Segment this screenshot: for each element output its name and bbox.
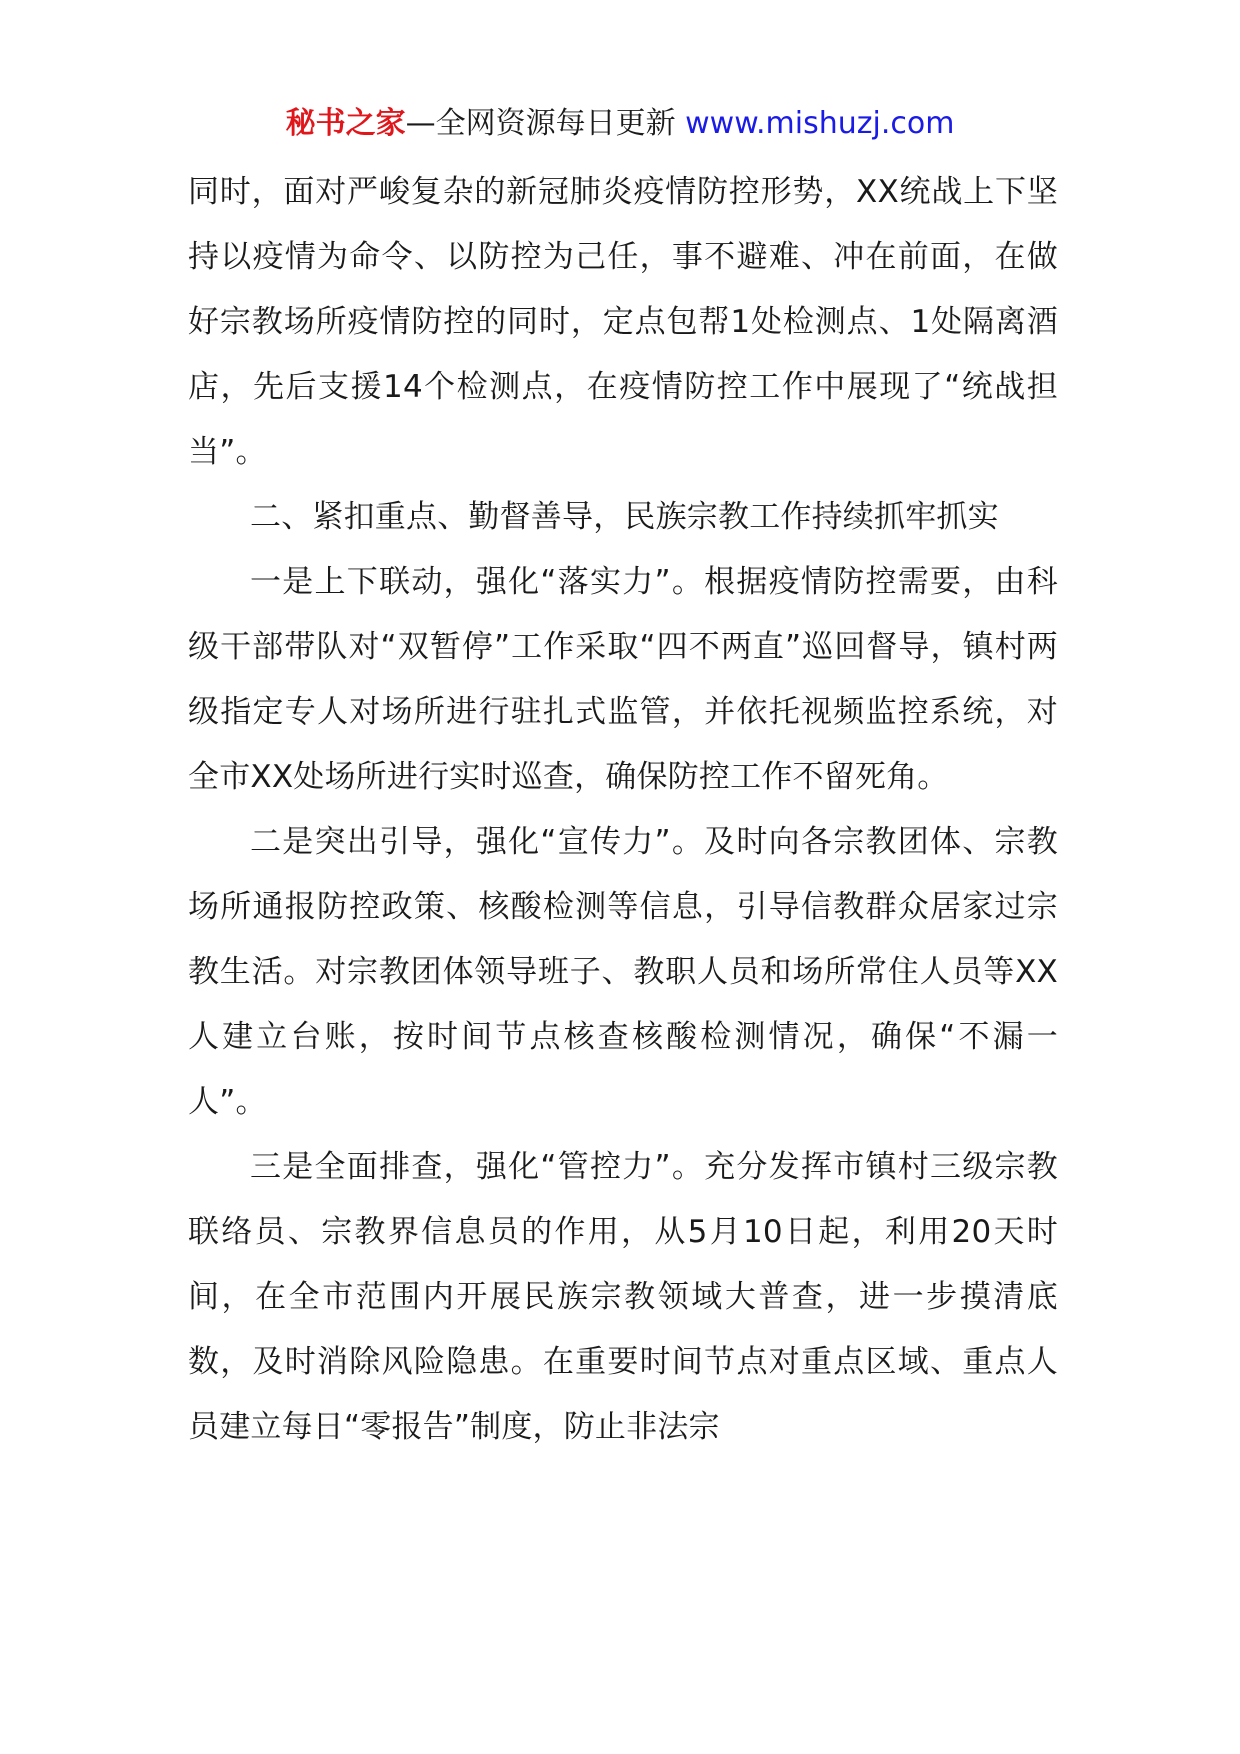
page-header bbox=[0, 102, 1240, 146]
paragraph-item-2: 二是突出引导，强化“宣传力”。及时向各宗教团体、宗教场所通报防控政策、核酸检测等信息，引导信教群众居家过宗教生活。对宗教团体领导班子、教职人员和场所常住人员等XX人建立台账，按时间节点核查核酸检测情况，确保“不漏一人”。 bbox=[188, 824, 1058, 1120]
section-heading: 二、紧扣重点、勤督善导，民族宗教工作持续抓牢抓实 bbox=[250, 499, 999, 535]
paragraph-continuation: 同时，面对严峻复杂的新冠肺炎疫情防控形势，XX统战上下坚持以疫情为命令、以防控为己任，事不避难、冲在前面，在做好宗教场所疫情防控的同时，定点包帮1处检测点、1处隔离酒店，先后支援14个检测点，在疫情防控工作中展现了“统战担当”。 bbox=[188, 174, 1058, 470]
paragraph-item-3: 三是全面排查，强化“管控力”。充分发挥市镇村三级宗教联络员、宗教界信息员的作用，从5月10日起，利用20天时间，在全市范围内开展民族宗教领域大普查，进一步摸清底数，及时消除风险隐患。在重要时间节点对重点区域、重点人员建立每日“零报告”制度，防止非法宗 bbox=[188, 1149, 1058, 1445]
document-body bbox=[188, 160, 1058, 1460]
site-url-link[interactable]: www.mishuzj.com bbox=[685, 106, 955, 141]
paragraph-item-1: 一是上下联动，强化“落实力”。根据疫情防控需要，由科级干部带队对“双暂停”工作采取“四不两直”巡回督导，镇村两级指定专人对场所进行驻扎式监管，并依托视频监控系统，对全市XX处场所进行实时巡查，确保防控工作不留死角。 bbox=[188, 564, 1058, 795]
header-tagline: —全网资源每日更新 bbox=[405, 106, 686, 141]
brand-name: 秘书之家 bbox=[285, 106, 406, 141]
